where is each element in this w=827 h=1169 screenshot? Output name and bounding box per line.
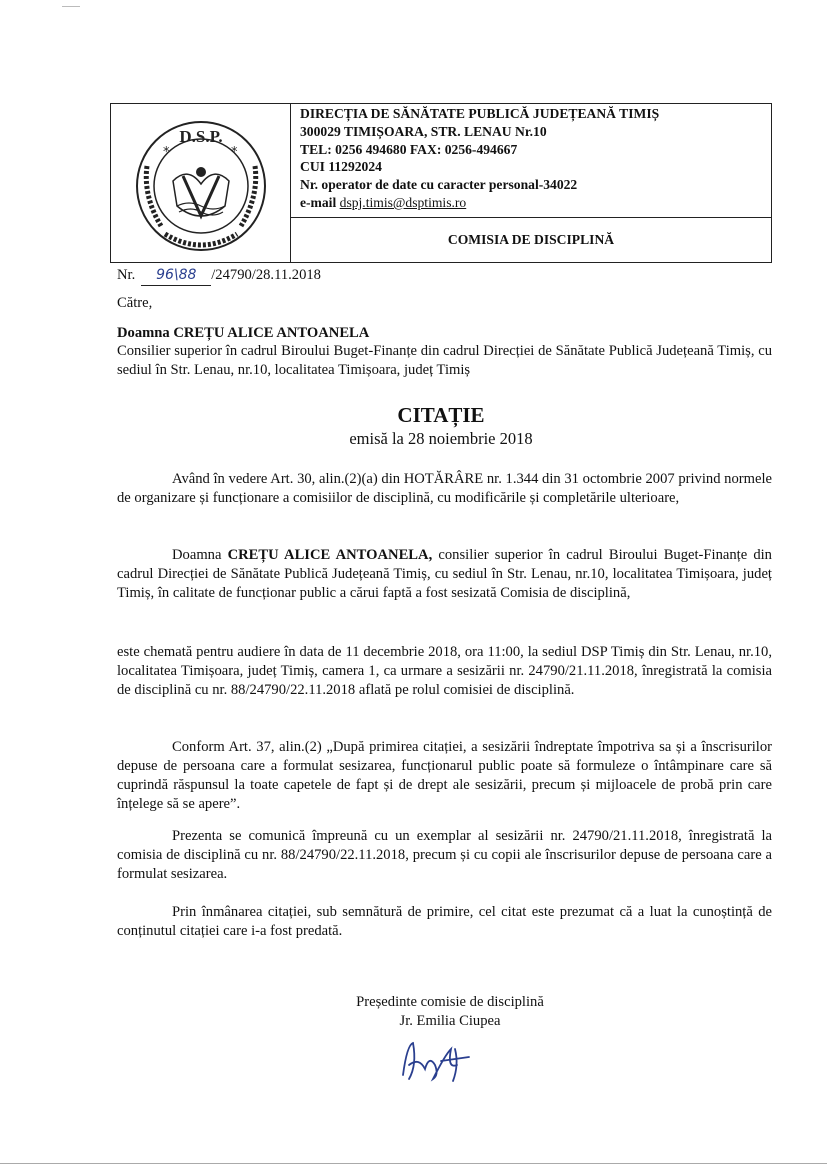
signatory-role: Președinte comisie de disciplină: [356, 994, 544, 1010]
p2-rest: consilier superior în cadrul Biroului Buget-Finanțe din cadrul Direcției de Sănătate Publică Județeană Timiș, cu sediul în Str. Lenau, nr.10, localitatea Timișoara, județ Timiș, în calitate de funcționar public a cărui faptă a fost sesizată Comisia de disciplină,: [117, 547, 772, 601]
paragraph-article-37: Conform Art. 37, alin.(2) „După primirea citației, a sesizării îndreptate împotriva sa și a înscrisurilor depuse de persoana care a formulat sesizarea, funcționarul public poate să formuleze o întâmpinare care să cuprindă răspunsul la toate capetele de fapt și de drept ale sesizării, precum și mijloacele de probă prin care înțelege să se apere”.: [117, 739, 772, 812]
paragraph-person: [117, 546, 772, 603]
scan-edge-line: [0, 1163, 827, 1164]
p2-prefix: Doamna: [172, 547, 228, 563]
greeting: Către,: [117, 295, 153, 311]
email-link[interactable]: dspj.timis@dsptimis.ro: [339, 194, 467, 210]
commission-title: COMISIA DE DISCIPLINĂ: [447, 232, 615, 247]
institution-operator: Nr. operator de date cu caracter personal-34022: [300, 177, 578, 193]
scan-artifact: [62, 6, 80, 7]
signature-block: [340, 993, 560, 1031]
reference-number: [117, 266, 321, 286]
recipient-description: Consilier superior în cadrul Biroului Buget-Finanțe din cadrul Direcției de Sănătate Publică Județeană Timiș, cu sediul în Str. Lenau, nr.10, localitatea Timișoara, județ Timiș: [117, 343, 772, 378]
reference-suffix: /24790/28.11.2018: [211, 267, 321, 283]
logo-cell: [111, 104, 291, 262]
p2-name: CREȚU ALICE ANTOANELA,: [227, 547, 433, 563]
dsp-seal-logo: [113, 106, 289, 260]
institution-name: DIRECȚIA DE SĂNĂTATE PUBLICĂ JUDEȚEANĂ TIMIȘ: [300, 106, 660, 121]
paragraph-delivery: Prin înmânarea citației, sub semnătură de primire, cel citat este prezumat că a luat la cunoștință de conținutul citației care i-a fost predată.: [117, 904, 772, 939]
paragraph-communication: Prezenta se comunică împreună cu un exemplar al sesizării nr. 24790/21.11.2018, înregistrată la comisia de disciplină cu nr. 88/24790/22.11.2018, precum și cu copii ale înscrisurilor depuse de persoana care a formulat sesizarea.: [117, 828, 772, 882]
handwritten-signature: [395, 1035, 475, 1085]
institution-cui: CUI 11292024: [300, 159, 382, 175]
paragraph-hearing: este chemată pentru audiere în data de 11 decembrie 2018, ora 11:00, la sediul DSP Timiș din Str. Lenau, nr.10, localitatea Timișoara, județ Timiș, camera 1, ca urmare a sesizării nr. 24790/21.11.2018, înregistrată la comisia de disciplină cu nr. 88/24790/22.11.2018 aflată pe rolul comisiei de disciplină.: [117, 644, 772, 698]
recipient-name: Doamna CREȚU ALICE ANTOANELA: [117, 325, 370, 341]
handwritten-number: 96\88: [141, 266, 211, 286]
svg-text:D.S.P.: D.S.P.: [179, 127, 223, 146]
svg-text:*: *: [163, 145, 170, 160]
paragraph-legal-basis: Având în vedere Art. 30, alin.(2)(a) din HOTĂRÂRE nr. 1.344 din 31 octombrie 2007 privind normele de organizare și funcționare a comisiilor de disciplină, cu modificările și completările ulterioare,: [117, 471, 772, 506]
document-title: CITAȚIE: [397, 403, 485, 427]
signatory-name: Jr. Emilia Ciupea: [399, 1013, 501, 1029]
institution-address: 300029 TIMIȘOARA, STR. LENAU Nr.10: [300, 123, 547, 139]
document-subtitle: emisă la 28 noiembrie 2018: [349, 429, 533, 448]
reference-prefix: Nr.: [117, 267, 136, 283]
institution-info: [291, 104, 771, 218]
email-label: e-mail: [300, 194, 340, 210]
letterhead: [110, 103, 772, 263]
institution-email-line: [300, 194, 771, 212]
svg-text:*: *: [231, 145, 238, 160]
institution-phone: TEL: 0256 494680 FAX: 0256-494667: [300, 141, 518, 157]
